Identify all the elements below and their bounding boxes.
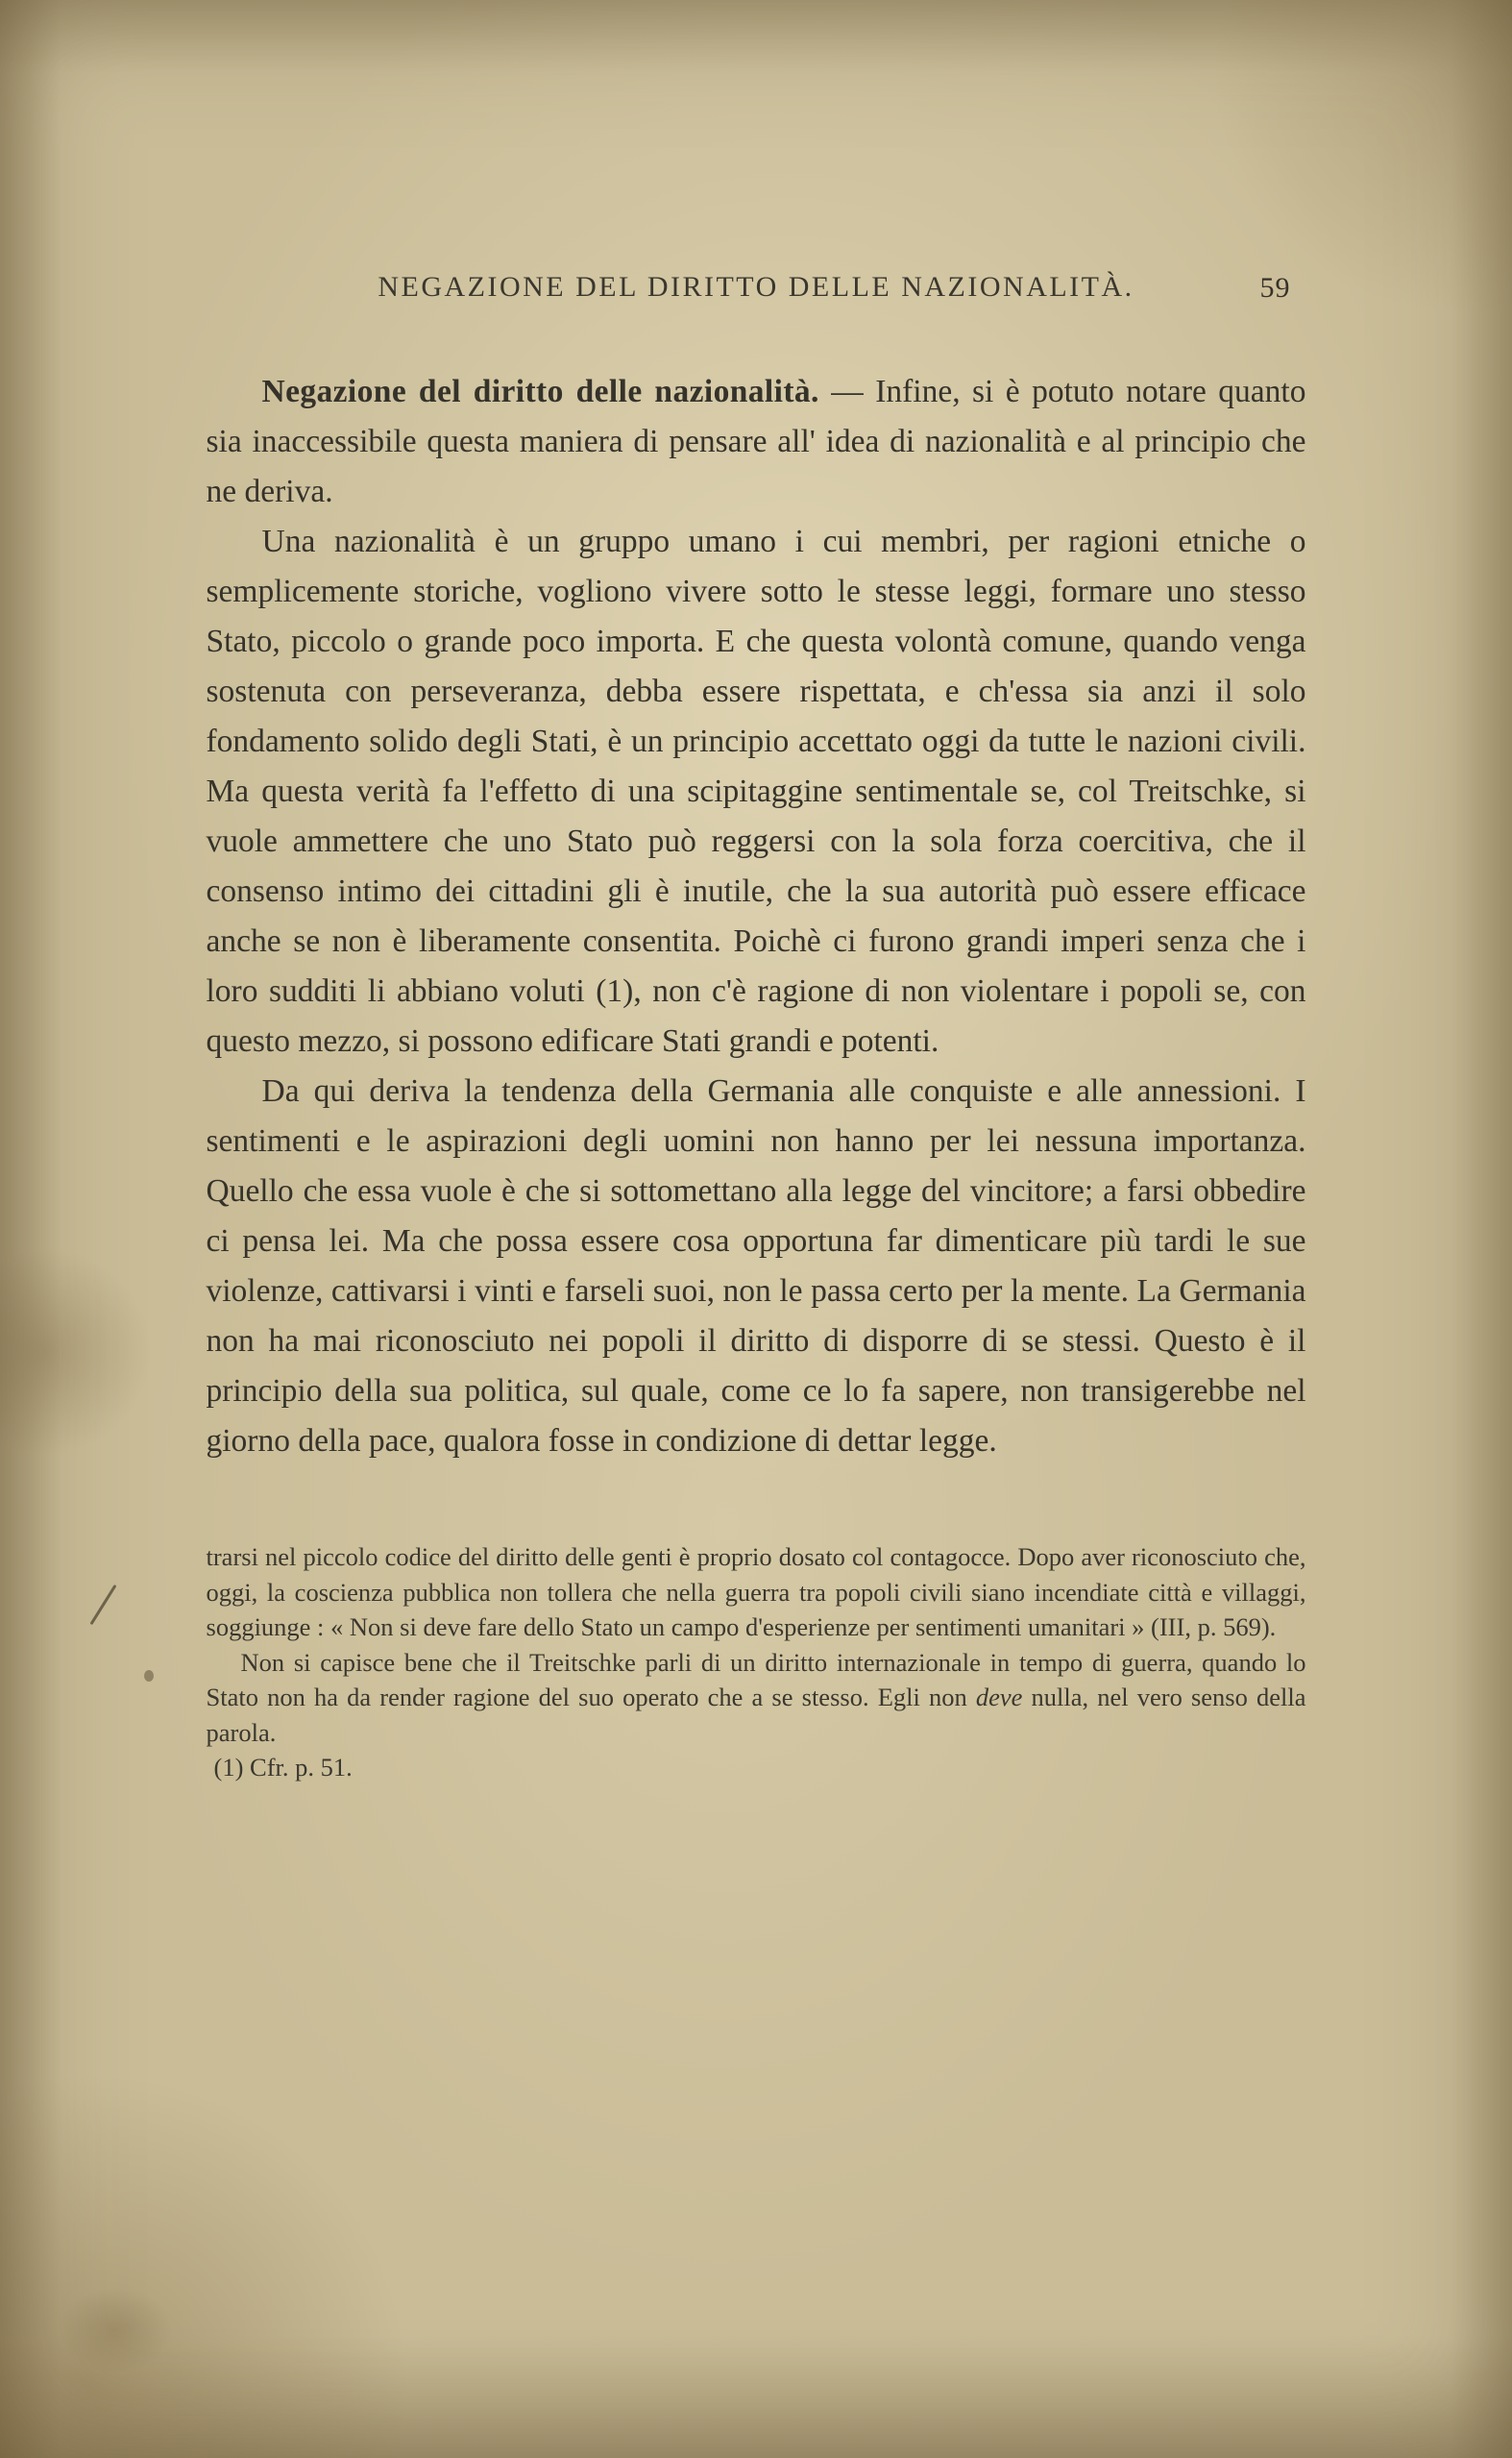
page-number: 59	[1259, 272, 1291, 304]
footnote-note-2	[207, 1645, 1306, 1751]
scan-mark	[90, 1585, 117, 1625]
paragraph-1-lead: Negazione del diritto delle nazionalità.	[261, 374, 819, 409]
body-text	[207, 367, 1306, 1466]
paragraph-2: Una nazionalità è un gruppo umano i cui membri, per ragioni etniche o semplicemente storiche, vogliono vivere sotto le stesse leggi, formare uno stesso Stato, piccolo o grande poco importa. E che questa volontà comune, quando venga sostenuta con perseveranza, debba essere rispettata, e ch'essa sia anzi il solo fondamento solido degli Stati, è un principio accettato oggi da tutte le nazioni civili. Ma questa verità fa l'effetto di una scipitaggine sentimentale se, col Treitschke, si vuole ammettere che uno Stato può reggersi con la sola forza coercitiva, che il consenso intimo dei cittadini gli è inutile, che la sua autorità può essere efficace anche se non è liberamente consentita. Poichè ci furono grandi imperi senza che i loro sudditi li abbiano voluti (1), non c'è ragione di non violentare i popoli se, con questo mezzo, si possono edificare Stati grandi e potenti.	[206, 524, 1306, 1059]
paragraph-1-text: Infine, si è potuto notare quanto sia inaccessibile questa maniera di pensare all' idea di nazionalità e al principio che ne deriva.	[206, 374, 1306, 509]
footnote-2-text-pre: Non si capisce bene che il Treitschke parli di un diritto internazionale in tempo di guerra, quando lo Stato non ha da render ragione del suo operato che a se stesso. Egli non	[206, 1647, 1306, 1711]
paragraph-3: Da qui deriva la tendenza della Germania alle conquiste e alle annessioni. I sentimenti e le aspirazioni degli uomini non hanno per lei nessuna importanza. Quello che essa vuole è che si sottomettano alla legge del vincitore; a farsi obbedire ci pensa lei. Ma che possa essere cosa opportuna far dimenticare più tardi le sue violenze, cattivarsi i vinti e farseli suoi, non le passa certo per la mente. La Germania non ha mai riconosciuto nei popoli il diritto di disporre di se stessi. Questo è il principio della sua politica, sul quale, come ce lo fa sapere, non transigerebbe nel giorno della pace, qualora fosse in condizione di dettar legge.	[206, 1073, 1306, 1459]
page-content	[207, 0, 1306, 1785]
em-dash: —	[818, 374, 876, 409]
footnote-2-italic-word: deve	[975, 1683, 1023, 1711]
footnote-1-reference: (1) Cfr. p. 51.	[213, 1753, 353, 1782]
footnotes-section	[207, 1539, 1306, 1785]
footnote-continuation: trarsi nel piccolo codice del diritto delle genti è proprio dosato col contagocce. Dopo aver riconosciuto che, oggi, la coscienza pubblica non tollera che nella guerra tra popoli civili siano incendiate città e villaggi, soggiunge : « Non si deve fare dello Stato un campo d'esperienze per sentimenti umanitari » (III, p. 569).	[206, 1542, 1306, 1641]
running-title: NEGAZIONE DEL DIRITTO DELLE NAZIONALITÀ.	[378, 271, 1134, 303]
paper-stain	[58, 2287, 173, 2373]
running-header	[207, 271, 1306, 315]
paragraph-1	[207, 367, 1306, 517]
ink-speck	[144, 1670, 154, 1682]
footnote-2-text-post: nulla, nel vero senso della parola.	[206, 1683, 1306, 1747]
